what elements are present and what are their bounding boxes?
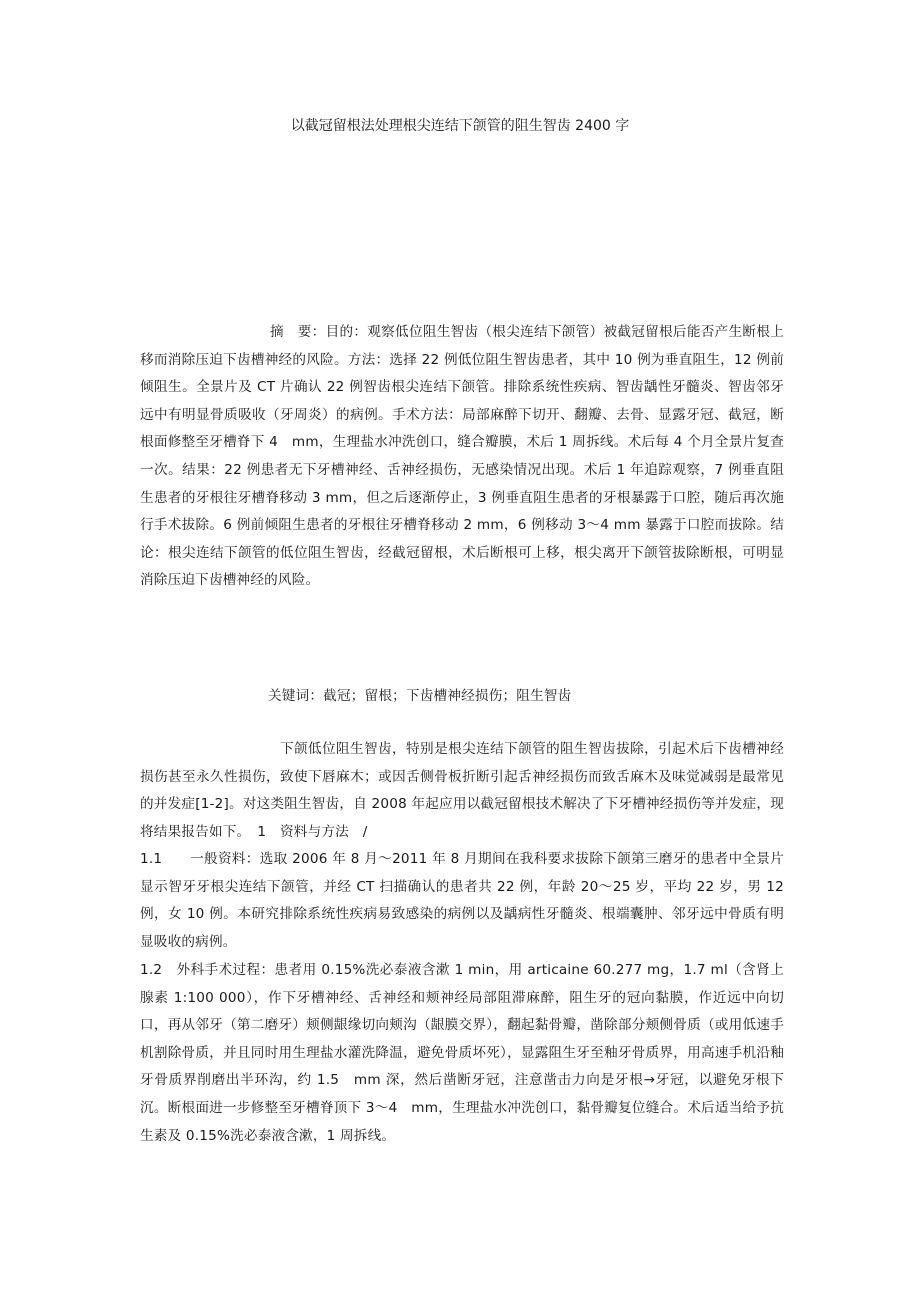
abstract-paragraph: 摘 要：目的：观察低位阻生智齿（根尖连结下颌管）被截冠留根后能否产生断根上移而消除压迫下齿槽神经的风险。方法：选择 22 例低位阻生智齿患者，其中 10 例为垂直阻生，12 例前倾阻生。全景片及 CT 片确认 22 例智齿根尖连结下颌管。排除系统性疾病、智齿龋性牙髓炎、智齿邻牙远中有明显骨质吸收（牙周炎）的病例。手术方法：局部麻醉下切开、翻瓣、去骨、显露牙冠、截冠，断根面修整至牙槽脊下 4 mm，生理盐水冲洗创口，缝合瓣膜，术后 1 周拆线。术后每 4 个月全景片复查一次。结果：22 例患者无下牙槽神经、舌神经损伤，无感染情况出现。术后 1 年追踪观察，7 例垂直阻生患者的牙根往牙槽脊移动 3 mm，但之后逐渐停止，3 例垂直阻生患者的牙根暴露于口腔，随后再次施行手术拔除。6 例前倾阻生患者的牙根往牙槽脊移动 2 mm，6 例移动 3～4 mm 暴露于口腔而拔除。结论：根尖连结下颌管的低位阻生智齿，经截冠留根，术后断根可上移，根尖离开下颌管拔除断根，可明显消除压迫下齿槽神经的风险。 — [140, 324, 784, 589]
section-1-2-paragraph: 1.2 外科手术过程：患者用 0.15%洗必泰液含漱 1 min，用 articaine 60.277 mg，1.7 ml（含肾上腺素 1:100 000），作下牙槽神经、舌神经和颊神经局部阻滞麻醉，阻生牙的冠向黏膜，作近远中向切口，再从邻牙（第二磨牙）颊侧龈缘切向颊沟（龈膜交界），翻起黏骨瓣，凿除部分颊侧骨质（或用低速手机割除骨质，并且同时用生理盐水灌洗降温，避免骨质坏死），显露阻生牙至釉牙骨质界，用高速手机沿釉牙骨质界削磨出半环沟，约 1.5 mm 深，然后凿断牙冠，注意凿击力向是牙根→牙冠，以避免牙根下沉。断根面进一步修整至牙槽脊顶下 3～4 mm，生理盐水冲洗创口，黏骨瓣复位缝合。术后适当给予抗生素及 0.15%洗必泰液含漱，1 周拆线。 — [140, 962, 784, 1144]
keywords-line: 关键词：截冠；留根；下齿槽神经损伤；阻生智齿 — [268, 688, 572, 704]
intro-paragraph: 下颌低位阻生智齿，特别是根尖连结下颌管的阻生智齿拔除，引起术后下齿槽神经损伤甚至永久性损伤，致使下唇麻木；或因舌侧骨板折断引起舌神经损伤而致舌麻木及味觉减弱是最常见的并发症[1-2]。对这类阻生智齿，自 2008 年起应用以截冠留根技术解决了下牙槽神经损伤等并发症，现将结果报告如下。 1 资料与方法 / — [140, 741, 784, 840]
document-title: 以截冠留根法处理根尖连结下颌管的阻生智齿 2400 字 — [290, 118, 630, 134]
section-1-1-paragraph: 1.1 一般资料：选取 2006 年 8 月～2011 年 8 月期间在我科要求拔除下颌第三磨牙的患者中全景片显示智牙牙根尖连结下颌管，并经 CT 扫描确认的患者共 22 例，年龄 20～25 岁，平均 22 岁，男 12 例，女 10 例。本研究排除系统性疾病易致感染的病例以及龋病性牙髓炎、根端囊肿、邻牙远中骨质有明显吸收的病例。 — [140, 851, 784, 950]
